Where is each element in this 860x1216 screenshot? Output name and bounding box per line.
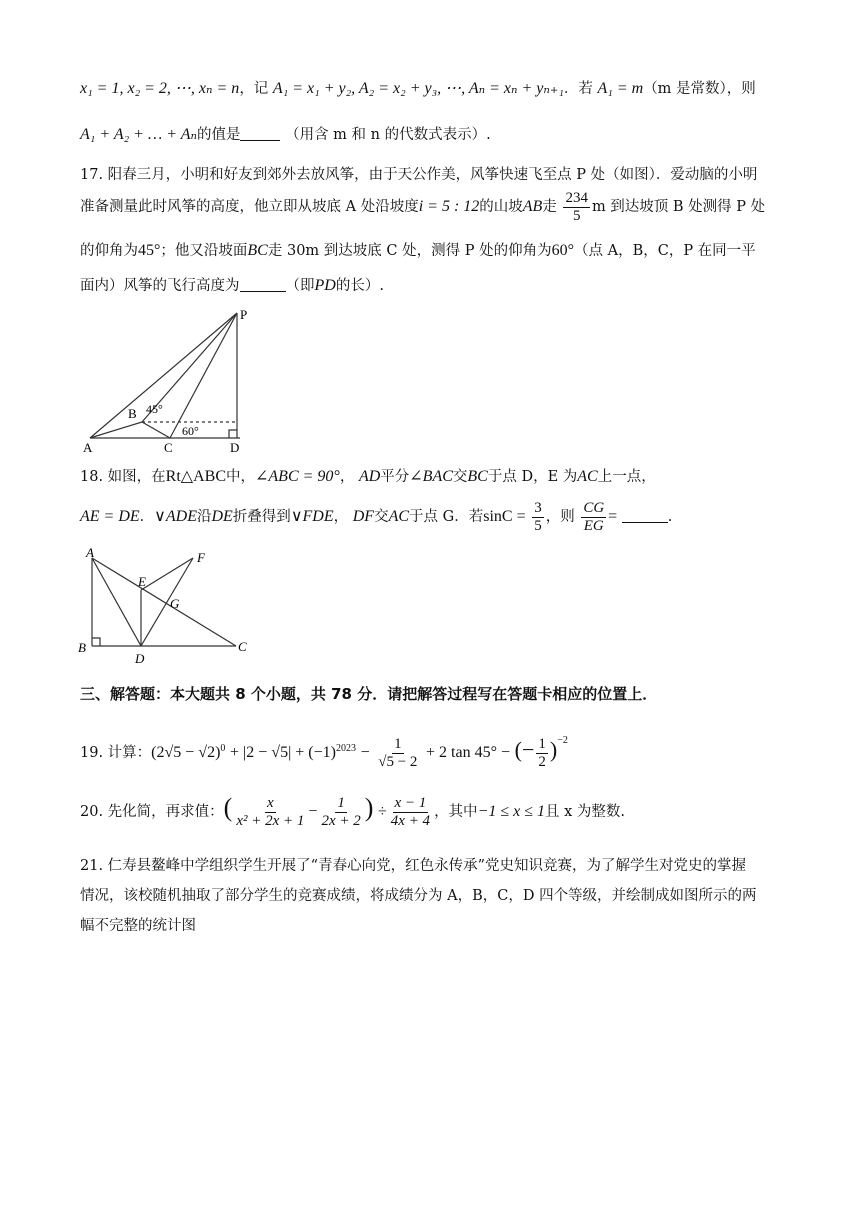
q17-text: m 到达坡顶 B 处测得 P 处	[591, 199, 766, 215]
sight-cp	[170, 313, 237, 438]
q18-seg-ac: AC	[388, 508, 410, 525]
q18-text: 平分	[380, 469, 410, 485]
line-ap	[90, 313, 237, 438]
q20-frac3: $\frac{x - 1}{4x + 4}$	[390, 794, 431, 829]
label-c: C	[238, 639, 247, 654]
q16-text: （m 是常数），则	[643, 81, 756, 97]
q18-tri-fde: ∨FDE	[290, 508, 334, 525]
q19-half: $\frac{1}{2}$	[538, 735, 546, 770]
q20-line	[80, 785, 625, 835]
q19-term: + 2 tan 45° −	[426, 744, 511, 761]
q20-label: 20. 先化简，再求值：	[80, 804, 224, 820]
q17-line4	[80, 276, 384, 296]
q18-sin: sinC =	[483, 508, 526, 525]
q16-text: ．若	[563, 81, 593, 97]
q18-text: 中，	[226, 469, 255, 485]
q20-text: 且 x 为整数.	[545, 804, 626, 820]
q19-term: + |2 − √5| + (−1)	[230, 744, 336, 761]
label-a: A	[86, 545, 94, 560]
q18-text: ，则	[545, 509, 575, 525]
q18-text: 于点 G．若	[409, 509, 484, 525]
label-d: D	[230, 440, 240, 455]
side-ac	[92, 558, 236, 646]
slope-ab	[90, 422, 142, 438]
q18-text: 上一点，	[597, 469, 656, 485]
q17-text: 走	[542, 199, 557, 215]
q17-text: 的山坡	[479, 199, 523, 215]
q18-seg-de: DE	[211, 508, 233, 525]
answer-blank[interactable]	[240, 126, 280, 141]
q17-figure	[80, 305, 260, 455]
q20-frac2: $\frac{1}{2x + 2}$	[321, 794, 361, 829]
q21-line2: 情况，该校随机抽取了部分学生的竞赛成绩，将成绩分为 A，B，C，D 四个等级，并绘制成如图所示的两	[80, 888, 757, 904]
q18-angle-bac: ∠BAC	[409, 468, 453, 485]
q17-slope: i = 5 : 12	[418, 198, 480, 215]
q18-text: 18. 如图，在	[80, 469, 166, 485]
q19-term: (2√5 − √2)	[151, 744, 221, 761]
q18-text: ，	[333, 509, 349, 525]
q19-exp: 0	[220, 743, 226, 755]
q19-paren: (−	[514, 737, 535, 762]
q20-frac1: $\frac{x}{\text{x² + 2x + 1}}$	[236, 794, 305, 829]
q18-seg-bc: BC	[467, 468, 488, 485]
q17-text: 面内）风筝的飞行高度为	[80, 278, 240, 294]
q16-math-m: A₁ = m	[597, 80, 644, 97]
q17-text: 准备测量此时风筝的高度，他立即从坡底 A 处沿坡度	[80, 199, 419, 215]
q18-text: 交	[374, 509, 389, 525]
label-b: B	[128, 406, 137, 421]
q17-text: 的长）.	[335, 278, 384, 294]
q19-label: 19. 计算：	[80, 745, 152, 761]
q18-sin-fraction: $\frac{3}{5}$	[534, 499, 542, 534]
label-60: 60°	[182, 424, 199, 438]
q18-tri-ade: ∨ADE	[154, 508, 197, 525]
label-a: A	[83, 440, 93, 455]
q17-text: 走 30m 到达坡底 C 处，测得 P 处的仰角为	[267, 243, 552, 259]
q17-angle60: 60°	[551, 242, 574, 259]
q17-line2	[80, 188, 765, 226]
label-45: 45°	[146, 402, 163, 416]
answer-blank[interactable]	[622, 508, 668, 523]
q16-text: ，记	[239, 81, 269, 97]
q16-line2	[80, 125, 491, 145]
label-b: B	[78, 640, 86, 655]
q16-line1	[80, 79, 756, 99]
q18-text: .	[667, 509, 673, 525]
label-f: F	[197, 550, 205, 565]
q19-line	[80, 721, 568, 773]
answer-blank[interactable]	[240, 277, 286, 292]
q19-term: −	[360, 744, 370, 761]
q19-exp: −2	[557, 735, 568, 746]
q20-text: ，其中	[434, 804, 478, 820]
label-e: E	[138, 574, 146, 589]
q18-seg-ac: AC	[577, 468, 598, 485]
q16-text: （用含 m 和 n 的代数式表示）.	[285, 127, 491, 143]
label-d: D	[135, 651, 145, 666]
q18-ratio: $\frac{CG}{EG}$	[583, 499, 605, 534]
label-c: C	[164, 440, 173, 455]
q17-seg-bc: BC	[247, 242, 268, 259]
q18-line2	[80, 497, 672, 537]
q18-text: ，	[339, 469, 355, 485]
q21-line1: 21. 仁寿县鳌峰中学组织学生开展了“青春心向党，红色永传承”党史知识竞赛，为了解学生对党史的掌握	[80, 858, 746, 874]
seg-ad	[92, 558, 141, 646]
q18-seg-df: DF	[352, 508, 375, 525]
q17-line3	[80, 241, 756, 261]
q18-text: 沿	[196, 509, 212, 525]
q19-paren: )	[549, 737, 558, 762]
q17-text: ；他又沿坡面	[160, 243, 248, 259]
q18-seg-ad: AD	[358, 468, 381, 485]
seg-df	[141, 558, 193, 646]
q18-triangle: Rt△ABC	[165, 468, 226, 485]
q17-angle45: 45°	[138, 242, 161, 259]
q17-fraction: $\frac{234}{5}$	[565, 189, 588, 224]
seg-ef	[141, 558, 193, 590]
q17-seg-pd: PD	[314, 277, 336, 294]
q16-text: 的值是	[196, 127, 241, 143]
q17-text: （点 A，B，C，P 在同一平	[573, 243, 756, 259]
q18-line1	[80, 467, 656, 487]
q20-range: −1 ≤ x ≤ 1	[477, 803, 546, 820]
right-angle-mark	[229, 430, 237, 438]
q18-text: 折叠得到	[232, 509, 291, 525]
q20-op: −	[308, 803, 318, 820]
q20-paren: (	[223, 793, 233, 822]
slope-bc	[142, 422, 170, 438]
right-angle-mark	[92, 638, 100, 646]
q19-fraction: $\frac{1}{√5 - 2}$	[378, 735, 418, 770]
q17-text: （即	[285, 278, 315, 294]
q18-text: 交	[452, 469, 468, 485]
q16-sum: A₁ + A₂ + … + Aₙ	[80, 126, 197, 143]
q17-seg-ab: AB	[522, 198, 543, 215]
q18-eq: =	[608, 508, 618, 525]
q18-angle: ∠ABC = 90°	[255, 468, 340, 485]
q18-figure	[78, 542, 253, 667]
q16-math-A: A₁ = x₁ + y₂, A₂ = x₂ + y₃, ⋯, Aₙ = xₙ + yₙ₊₁	[272, 80, 564, 97]
section-heading: 三、解答题：本大题共 8 个小题，共 78 分．请把解答过程写在答题卡相应的位置上．	[80, 685, 658, 703]
q18-ae-de: AE = DE	[80, 508, 140, 525]
q18-text: ．	[139, 509, 155, 525]
q17-text: 的仰角为	[80, 243, 138, 259]
q20-op: ÷	[378, 803, 387, 820]
label-p: P	[240, 307, 248, 322]
q20-paren: )	[364, 793, 374, 822]
label-g: G	[170, 596, 180, 611]
q17-line1: 17. 阳春三月，小明和好友到郊外去放风筝，由于天公作美，风筝快速飞至点 P 处（如图）．爱动脑的小明	[80, 167, 758, 183]
q19-exp: 2023	[335, 743, 356, 755]
q21-line3: 幅不完整的统计图	[80, 918, 196, 934]
q18-text: 于点 D，E 为	[487, 469, 578, 485]
q16-math-x: x₁ = 1, x₂ = 2, ⋯, xₙ = n	[80, 80, 240, 97]
